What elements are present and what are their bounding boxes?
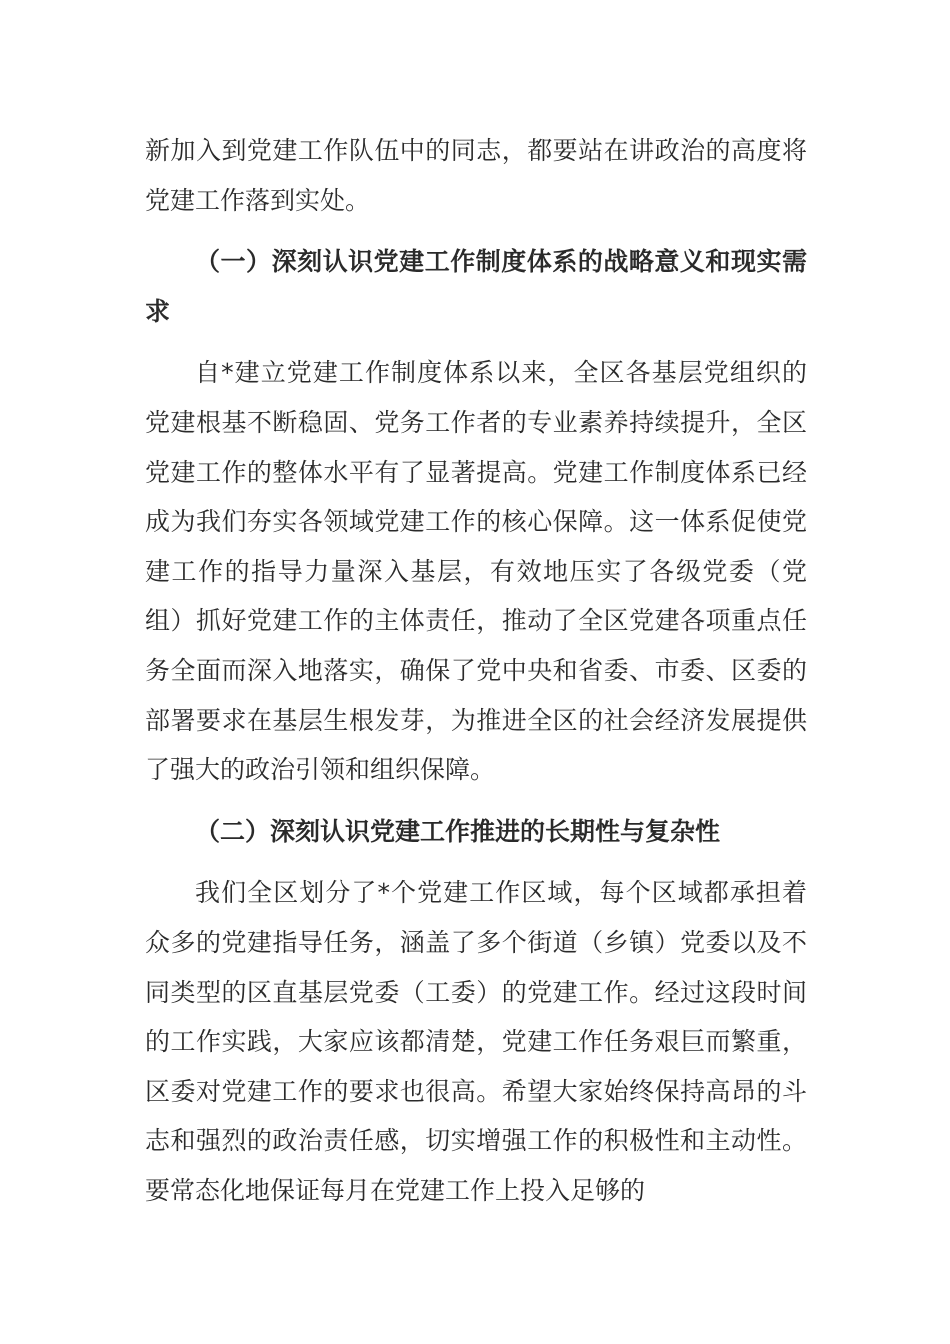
body-paragraph-1: 自*建立党建工作制度体系以来，全区各基层党组织的党建根基不断稳固、党务工作者的专业素养持续提升，全区党建工作的整体水平有了显著提高。党建工作制度体系已经成为我们夯实各领域党建工作的核心保障。这一体系促使党建工作的指导力量深入基层，有效地压实了各级党委（党组）抓好党建工作的主体责任，推动了全区党建各项重点任务全面而深入地落实，确保了党中央和省委、市委、区委的部署要求在基层生根发芽，为推进全区的社会经济发展提供了强大的政治引领和组织保障。 <box>145 358 807 785</box>
continued-paragraph: 新加入到党建工作队伍中的同志，都要站在讲政治的高度将党建工作落到实处。 <box>145 136 807 215</box>
document-body <box>145 126 807 1215</box>
body-paragraph-2: 我们全区划分了*个党建工作区域，每个区域都承担着众多的党建指导任务，涵盖了多个街道（乡镇）党委以及不同类型的区直基层党委（工委）的党建工作。经过这段时间的工作实践，大家应该都清楚，党建工作任务艰巨而繁重，区委对党建工作的要求也很高。希望大家始终保持高昂的斗志和强烈的政治责任感，切实增强工作的积极性和主动性。要常态化地保证每月在党建工作上投入足够的 <box>145 878 807 1205</box>
section-heading-2: （二）深刻认识党建工作推进的长期性与复杂性 <box>195 816 721 846</box>
section-heading-1: （一）深刻认识党建工作制度体系的战略意义和现实需求 <box>145 247 807 326</box>
